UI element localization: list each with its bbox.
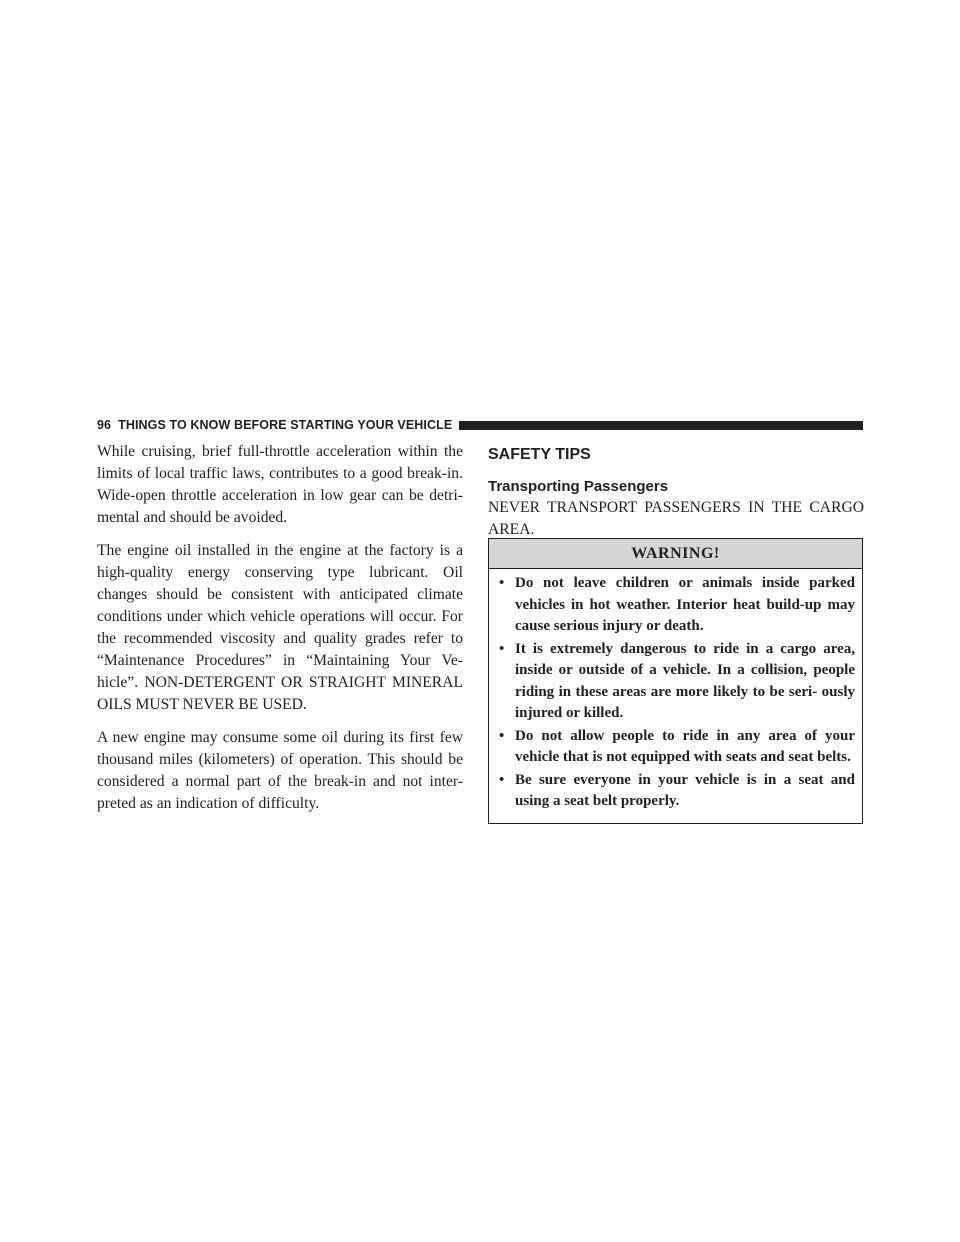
- warning-item: [499, 770, 855, 813]
- warning-item: [499, 573, 855, 638]
- warning-item-text: Be sure everyone in your vehicle is in a seat and using a seat belt properly.: [515, 771, 855, 809]
- bullet-icon: •: [499, 727, 505, 744]
- bullet-icon: •: [499, 640, 505, 657]
- warning-list: [489, 569, 862, 823]
- warning-item-text: Do not allow people to ride in any area of your vehicle that is not equipped with seats and seat belts.: [515, 727, 855, 765]
- bullet-icon: •: [499, 771, 505, 788]
- page-header: [97, 417, 863, 433]
- transporting-passengers-subheading: Transporting Passengers: [488, 478, 669, 495]
- paragraph-engine-oil: The engine oil installed in the engine at the factory is a high-quality energy conserving type lubricant. Oil changes should be consistent with anticipated climate conditions under which vehicle operations will occur. For the recommended viscosity and quality grades refer to “Maintenance Procedures” in “Maintaining Your Ve- hicle”. NON-DETERGENT OR STRAIGHT MINERAL OILS MUST NEVER BE USED.: [97, 542, 463, 713]
- warning-title: WARNING!: [489, 539, 862, 569]
- cargo-area-notice: NEVER TRANSPORT PASSENGERS IN THE CARGO AREA.: [488, 499, 864, 538]
- warning-box: [488, 538, 863, 824]
- paragraph-oil-consumption: A new engine may consume some oil during its first few thousand miles (kilometers) of operation. This should be considered a normal part of the break-in and not inter- preted as an indication of difficulty.: [97, 729, 463, 812]
- page-number: 96: [97, 418, 112, 432]
- paragraph-break-in: While cruising, brief full-throttle acceleration within the limits of local traffic laws, contributes to a good break-in. Wide-open throttle acceleration in low gear can be detri- mental and should be avoided.: [97, 443, 463, 526]
- right-column: [488, 441, 864, 541]
- warning-item-text: It is extremely dangerous to ride in a cargo area, inside or outside of a vehicle. In a collision, people riding in these areas are more likely to be seri- ously injured or killed.: [515, 640, 855, 721]
- header-rule: [459, 421, 863, 430]
- warning-item: [499, 639, 855, 725]
- bullet-icon: •: [499, 575, 505, 591]
- left-column: [97, 441, 463, 826]
- section-title: THINGS TO KNOW BEFORE STARTING YOUR VEHICLE: [118, 418, 453, 432]
- safety-tips-heading: SAFETY TIPS: [488, 446, 591, 463]
- warning-item: [499, 726, 855, 769]
- warning-item-text: Do not leave children or animals inside parked vehicles in hot weather. Interior heat build-up may cause serious injury or death.: [515, 575, 855, 634]
